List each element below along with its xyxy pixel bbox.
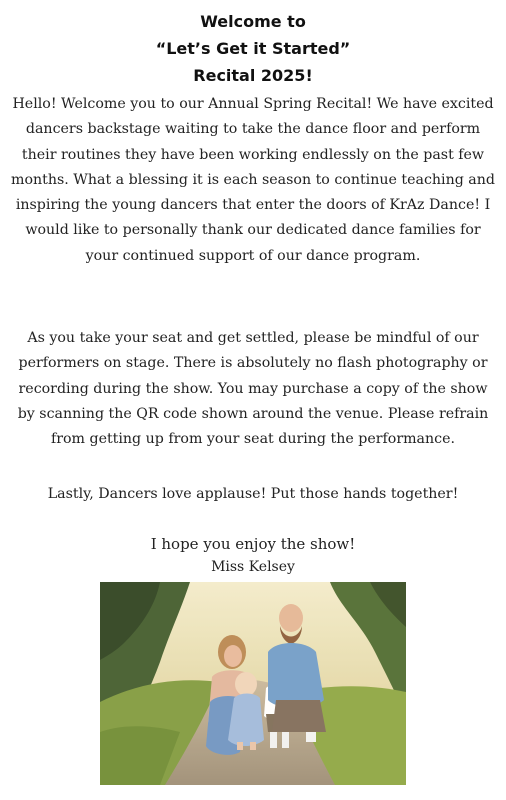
page-title (0, 8, 506, 89)
closing-line: I hope you enjoy the show! (150, 535, 356, 553)
welcome-paragraph: Hello! Welcome you to our Annual Spring Recital! We have excited dancers backstage waiting to take the dance floor and perform their routines they have been working endlessly on the past few months. What a blessing it is each season to continue teaching and inspiring the young dancers that enter the doors of KrAz Dance! I would like to personally thank our dedicated dance families for your continued support of our dance program. (11, 96, 495, 264)
family-photo (100, 582, 406, 785)
etiquette-paragraph: As you take your seat and get settled, please be mindful of our performers on stage. There is absolutely no flash photography or recording during the show. You may purchase a copy of the show by scanning the QR code shown around the venue. Please refrain from getting up from your seat during the performance. (17, 330, 489, 448)
title-line-recital-name: “Let’s Get it Started” (155, 39, 351, 58)
applause-paragraph: Lastly, Dancers love applause! Put those hands together! (47, 486, 459, 502)
title-line-year: Recital 2025! (193, 66, 313, 85)
title-line-welcome: Welcome to (200, 12, 306, 31)
signature: Miss Kelsey (211, 559, 295, 575)
